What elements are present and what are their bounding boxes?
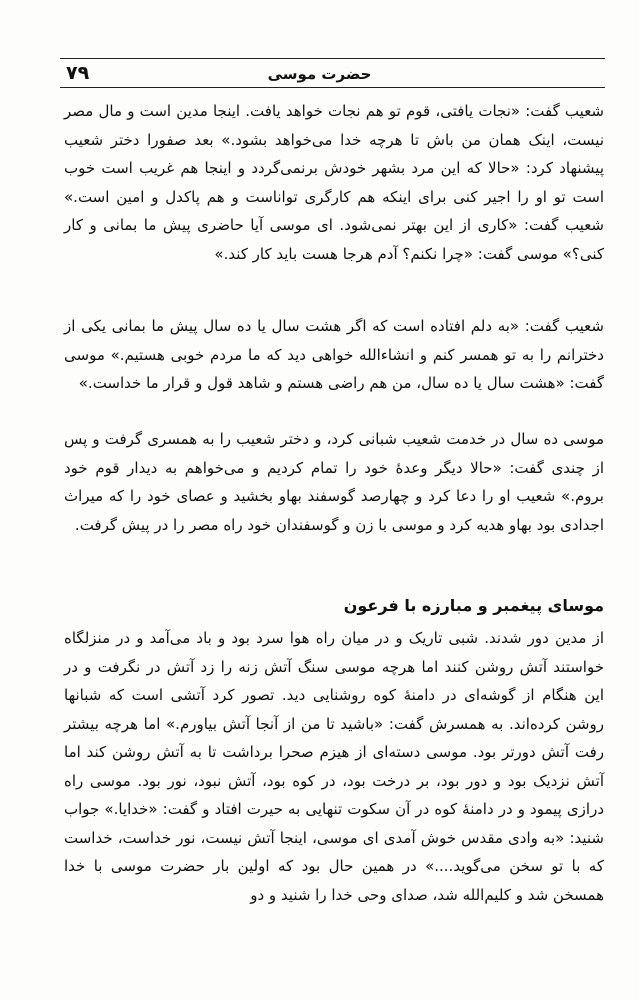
- paragraph-block: [64, 97, 604, 268]
- header-rule-bottom: [60, 87, 605, 88]
- page-number: ۷۹: [66, 62, 90, 84]
- paragraph: شعیب گفت: «نجات یافتی، قوم تو هم نجات خواهد یافت. اینجا مدین است و مال مصر نیست، اینک همان من باش تا هرچه خدا می‌خواهد بشود.» بعد صفورا دختر شعیب پیشنهاد کرد: «حالا که این مرد بشهر خودش برنمی‌گردد و اینجا هم غریب است خوب است تو او را اجیر کنی برای اینکه هم کارگری تواناست و هم پاکدل و امین است.» شعیب گفت: «کاری از این بهتر نمی‌شود. ای موسی آیا حاضری پیش ما بمانی و کار کنی؟» موسی گفت: «چرا نکنم؟ آدم هرجا هست باید کار کند.»: [64, 102, 604, 263]
- paragraph-block: [64, 624, 604, 909]
- paragraph: از مدین دور شدند. شبی تاریک و در میان راه هوا سرد بود و باد می‌آمد و در منزلگاه خواستند آتش روشن کنند اما هرچه موسی سنگ آتش زنه را زد آتش در نگرفت و در این هنگام از گوشه‌ای در دامنهٔ کوه روشنایی دید. تصور کرد آتشی است که شبانها روشن کرده‌اند. به همسرش گفت: «باشید تا من از آنجا آتش بیاورم.» اما هرچه بیشتر رفت آتش دورتر بود. موسی دسته‌ای از هیزم صحرا برداشت تا به آتش روشن کند اما آتش نزدیک بود و دور بود، بر درخت بود، در کوه بود، آتش نبود، نور بود. موسی راه درازی پیمود و در دامنهٔ کوه در آن سکوت تنهایی به حیرت افتاد و گفت: «خدایا.» جواب شنید: «به وادی مقدس خوش آمدی ای موسی، اینجا آتش نیست، نور خداست، خداست که با تو سخن می‌گوید....» در همین حال بود که اولین بار حضرت موسی با خدا همسخن شد و کلیم‌الله شد، صدای وحی خدا را شنید و دو: [64, 629, 604, 904]
- header-rule-top: [60, 58, 605, 59]
- paragraph: موسی ده سال در خدمت شعیب شبانی کرد، و دختر شعیب را به همسری گرفت و پس از چندی گفت: «حالا دیگر وعدهٔ خود را تمام کردیم و می‌خواهم به دیدار قوم خود بروم.» شعیب او را دعا کرد و چهارصد گوسفند بهاو بخشید و عصای خود را که میراث اجدادی بود بهاو هدیه کرد و موسی با زن و گوسفندان خود راه مصر را در پیش گرفت.: [64, 430, 604, 534]
- paragraph: شعیب گفت: «به دلم افتاده است که اگر هشت سال یا ده سال پیش ما بمانی یکی از دخترانم را به تو همسر کنم و انشاءالله خواهی دید که ما مردم خوبی هستیم.» موسی گفت: «هشت سال یا ده سال، من هم راضی هستم و شاهد قول و قرار ما خداست.»: [64, 317, 604, 392]
- paragraph-block: [64, 312, 604, 398]
- paragraph-block: [64, 425, 604, 539]
- running-title: حضرت موسی: [267, 65, 372, 83]
- section-heading: موسای پیغمبر و مبارزه با فرعون: [343, 596, 604, 615]
